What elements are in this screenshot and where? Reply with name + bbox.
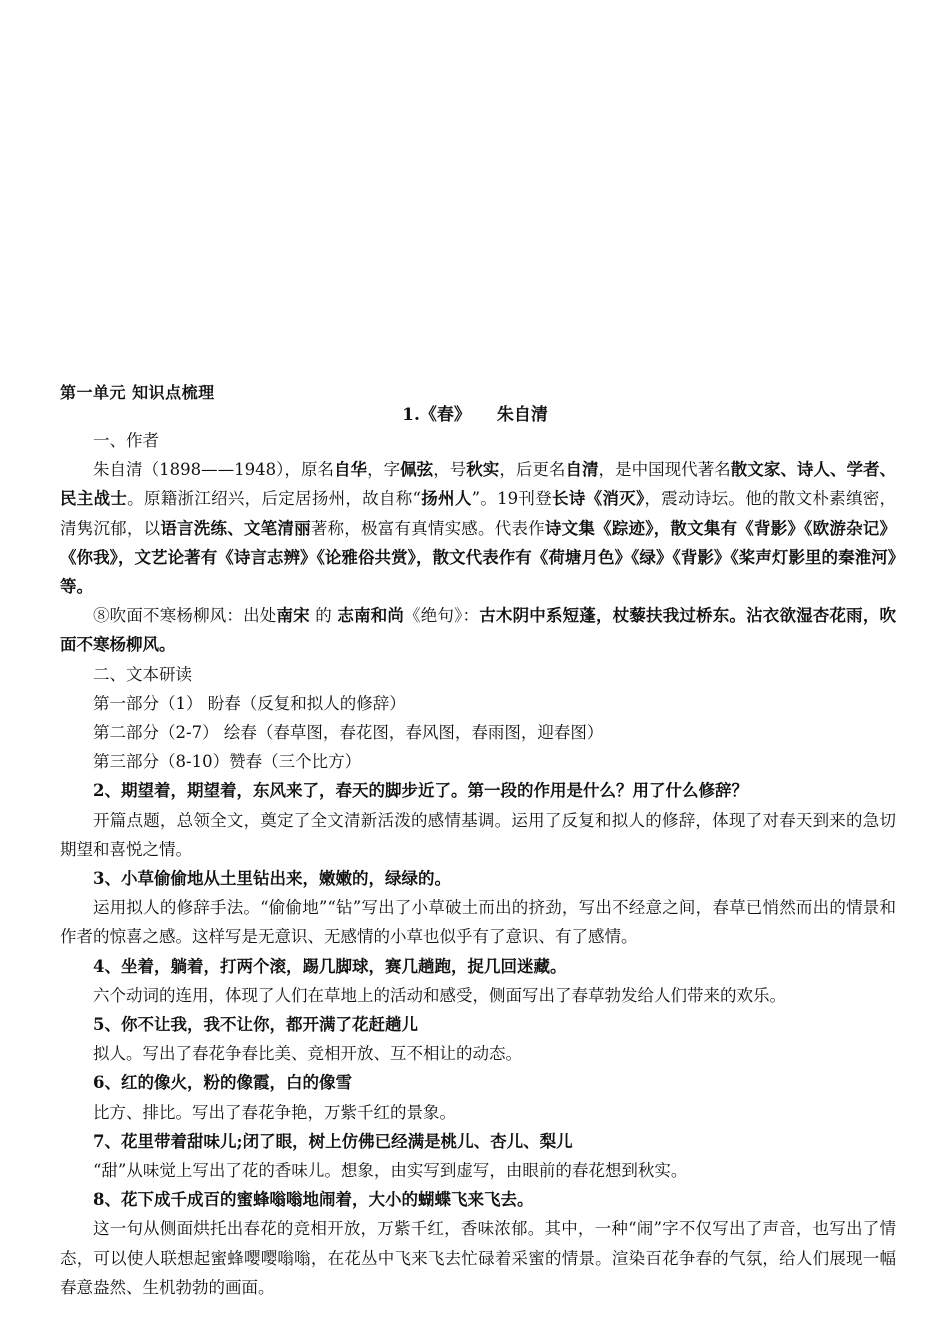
answer: 拟人。写出了春花争春比美、竞相开放、互不相让的动态。 <box>93 1044 522 1064</box>
lesson-number: 1.《春》 <box>402 405 471 425</box>
answer: 六个动词的连用，体现了人们在草地上的活动和感受，侧面写出了春草勃发给人们带来的欢乐。 <box>93 985 786 1005</box>
text-run: ”。19刊登 <box>471 489 553 509</box>
text-run: 的 <box>309 606 338 626</box>
question <box>60 776 896 805</box>
text-run: ，后更名 <box>499 460 566 480</box>
text-run: 《绝句》： <box>404 606 480 626</box>
question <box>60 1068 896 1097</box>
bold-run: 语言洗练、文笔清丽 <box>160 518 311 538</box>
bold-run: 秋实 <box>466 460 500 480</box>
answer: 这一句从侧面烘托出春花的竞相开放，万紫千红，香味浓郁。其中，一种“闹”字不仅写出了声音，也写出了情态，可以使人联想起蜜蜂嘤嘤嗡嗡，在花丛中飞来飞去忙碌着采蜜的情景。渲染百花争春的气氛，给人们展现一幅春意盎然、生机勃勃的画面。 <box>60 1219 896 1297</box>
text-run: ⑧吹面不寒杨柳风：出处 <box>93 606 277 626</box>
document-body <box>60 426 896 1302</box>
text-run: ，字 <box>367 460 401 480</box>
bold-run: 南宋 <box>276 606 310 626</box>
answer: 比方、排比。写出了春花争艳，万紫千红的景象。 <box>93 1102 456 1122</box>
question-text: 2、期望着，期望着，东风来了，春天的脚步近了。第一段的作用是什么？用了什么修辞？ <box>93 781 748 801</box>
answer: 运用拟人的修辞手法。“偷偷地”“钻”写出了小草破土而出的挤劲，写出不经意之间，春草已悄然而出的情景和作者的惊喜之感。这样写是无意识、无感情的小草也似乎有了意识、有了感情。 <box>60 898 896 947</box>
bold-run: 扬州人 <box>420 489 472 509</box>
bold-run: 自清 <box>565 460 599 480</box>
text-run: ，震动诗坛。他的散文朴素缜密，清隽沉郁，以 <box>60 489 897 538</box>
text-run: ，号 <box>433 460 467 480</box>
question <box>60 864 896 893</box>
question-text: 4、坐着，躺着，打两个滚，踢几脚球，赛几趟跑，捉几回迷藏。 <box>93 956 567 976</box>
question <box>60 1010 896 1039</box>
bold-run: 诗文集《踪迹》，散文集有《背影》《欧游杂记》《你我》，文艺论著有《诗言志辨》《论雅俗共赏》，散文代表作有《荷塘月色》《绿》《背影》《桨声灯影里的秦淮河》等。 <box>60 518 897 597</box>
bold-run: 自华 <box>334 460 368 480</box>
part-item: 第二部分（2-7） 绘春（春草图，春花图，春风图，春雨图，迎春图） <box>93 723 604 743</box>
lesson-title <box>0 400 950 425</box>
question <box>60 952 896 981</box>
question-text: 3、小草偷偷地从土里钻出来，嫩嫩的，绿绿的。 <box>93 869 451 889</box>
part-item: 第三部分（8-10）赞春（三个比方） <box>93 752 362 772</box>
part-item: 第一部分（1） 盼春（反复和拟人的修辞） <box>93 693 406 713</box>
section-heading-study: 二、文本研读 <box>93 664 192 684</box>
question-text: 6、红的像火，粉的像霞，白的像雪 <box>93 1073 352 1093</box>
bold-run: 古木阴中系短蓬，杖藜扶我过桥东。沾衣欲湿杏花雨，吹面不寒杨柳风。 <box>60 606 897 655</box>
text-run: 。原籍浙江绍兴，后定居扬州，故自称“ <box>127 489 421 509</box>
section-heading-author: 一、作者 <box>93 431 159 450</box>
question-text: 8、花下成千成百的蜜蜂嗡嗡地闹着，大小的蝴蝶飞来飞去。 <box>93 1190 534 1210</box>
lesson-author: 朱自清 <box>496 405 548 425</box>
answer: “甜”从味觉上写出了花的香味儿。想象，由实写到虚写，由眼前的春花想到秋实。 <box>93 1161 688 1181</box>
unit-title: 第一单元 知识点梳理 <box>60 383 215 402</box>
answer: 开篇点题，总领全文，奠定了全文清新活泼的感情基调。运用了反复和拟人的修辞，体现了对春天到来的急切期望和喜悦之情。 <box>60 810 896 859</box>
text-run: 著称，极富有真情实感。代表作 <box>310 518 545 538</box>
question <box>60 1127 896 1156</box>
question-text: 7、花里带着甜味儿;闭了眼，树上仿佛已经满是桃儿、杏儿、梨儿 <box>93 1131 573 1151</box>
bold-run: 散文家、诗人、学者、民主战士 <box>60 460 897 509</box>
question <box>60 1185 896 1214</box>
author-paragraph <box>60 455 896 601</box>
text-run: 朱自清（1898——1948），原名 <box>93 460 335 480</box>
bold-run: 长诗《消灭》 <box>552 489 645 509</box>
bold-run: 志南和尚 <box>337 606 405 626</box>
bold-run: 佩弦 <box>400 460 434 480</box>
question-text: 5、你不让我，我不让你，都开满了花赶趟儿 <box>93 1015 418 1035</box>
text-run: ，是中国现代著名 <box>598 460 731 480</box>
poem-paragraph <box>60 601 896 659</box>
